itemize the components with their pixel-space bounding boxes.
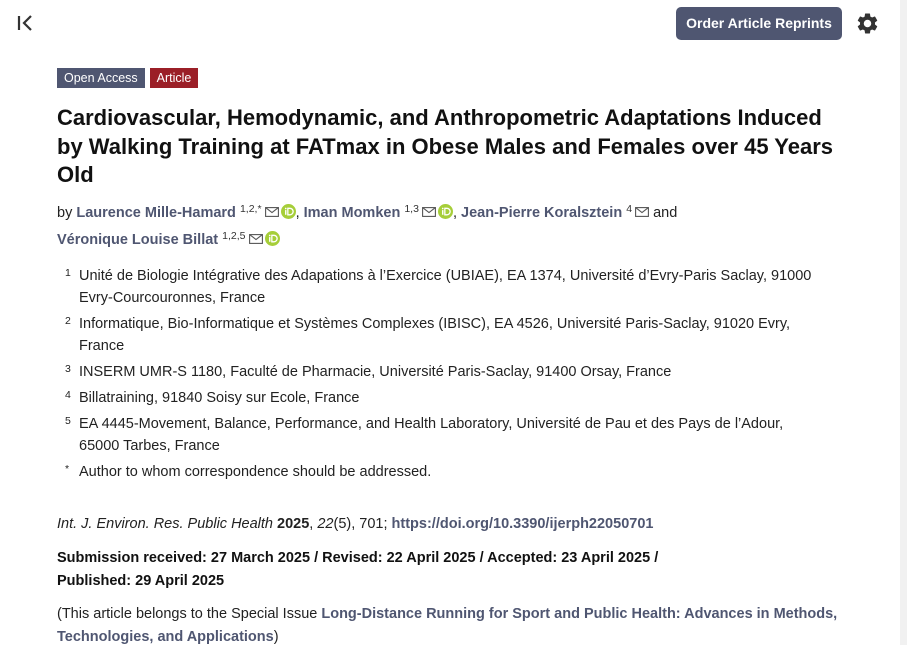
author-affiliation-ref: 1,2,5: [222, 230, 246, 242]
orcid-icon[interactable]: [265, 231, 280, 246]
scrollbar[interactable]: [900, 0, 907, 645]
affiliation-text: Informatique, Bio-Informatique et Systèmes Complexes (IBISC), EA 4526, Université Paris-Saclay, 91020 Evry, France: [79, 316, 791, 354]
open-access-badge[interactable]: Open Access: [57, 68, 145, 88]
gear-icon[interactable]: [855, 11, 880, 36]
affiliation-number: 4: [65, 389, 71, 401]
order-reprints-button[interactable]: Order Article Reprints: [676, 7, 842, 40]
affiliation-item: [57, 265, 817, 309]
citation-year: 2025: [277, 516, 310, 532]
author-affiliation-ref: 1,3: [404, 203, 419, 215]
article-badges: [57, 68, 198, 88]
article-type-badge: Article: [150, 68, 199, 88]
affiliation-list: [57, 265, 817, 487]
author-affiliation-ref: 1,2,*: [239, 203, 262, 215]
orcid-icon[interactable]: [438, 204, 453, 219]
affiliation-number: 1: [65, 267, 71, 279]
article-title: Cardiovascular, Hemodynamic, and Anthropometric Adaptations Induced by Walking Training at FATmax in Obese Males and Females over 45 Years Old: [57, 105, 834, 187]
special-issue-note: [57, 603, 847, 649]
email-icon[interactable]: [265, 207, 279, 217]
affiliation-item: [57, 313, 817, 357]
orcid-icon[interactable]: [281, 204, 296, 219]
affiliation-number: 5: [65, 415, 71, 427]
author-link[interactable]: Laurence Mille-Hamard: [76, 205, 236, 221]
affiliation-text: Author to whom correspondence should be addressed.: [79, 464, 432, 480]
special-issue-link[interactable]: Long-Distance Running for Sport and Public Health: Advances in Methods, Technologies, and Applications: [57, 606, 838, 645]
collapse-left-icon[interactable]: [16, 12, 36, 34]
citation-issue-pages: (5), 701;: [333, 516, 388, 532]
and-label: and: [653, 205, 678, 221]
by-label: by: [57, 205, 73, 221]
author-link[interactable]: Iman Momken: [303, 205, 401, 221]
email-icon[interactable]: [249, 234, 263, 244]
affiliation-text: Billatraining, 91840 Soisy sur Ecole, France: [79, 390, 360, 406]
citation-volume: 22: [317, 516, 334, 532]
affiliation-text: INSERM UMR-S 1180, Faculté de Pharmacie, Université Paris-Saclay, 91400 Orsay, France: [79, 364, 672, 380]
affiliation-item: [57, 413, 817, 457]
email-icon[interactable]: [422, 207, 436, 217]
author-link[interactable]: Véronique Louise Billat: [57, 232, 219, 248]
special-issue-suffix: ): [273, 629, 279, 645]
affiliation-item: [57, 387, 817, 409]
affiliation-item: [57, 461, 817, 483]
affiliation-item: [57, 361, 817, 383]
published-date: Published: 29 April 2025: [57, 573, 225, 589]
citation: Int. J. Environ. Res. Public Health 2025, 22(5), 701; https://doi.org/10.3390/ijerph22050701: [57, 516, 654, 532]
affiliation-number: *: [65, 463, 70, 475]
author-link[interactable]: Jean-Pierre Koralsztein: [461, 205, 623, 221]
publication-dates: [57, 547, 757, 593]
affiliation-number: 3: [65, 363, 71, 375]
special-issue-prefix: (This article belongs to the Special Issue: [57, 606, 322, 622]
dates-line: Submission received: 27 March 2025 / Revised: 22 April 2025 / Accepted: 23 April 2025 /: [57, 550, 659, 566]
affiliation-text: EA 4445-Movement, Balance, Performance, and Health Laboratory, Université de Pau et des Pays de l’Adour, 65000 Tarbes, France: [79, 416, 784, 454]
doi-link[interactable]: https://doi.org/10.3390/ijerph22050701: [391, 516, 654, 532]
email-icon[interactable]: [635, 207, 649, 217]
affiliation-text: Unité de Biologie Intégrative des Adapations à l’Exercice (UBIAE), EA 1374, Université d’Evry-Paris Saclay, 91000 Evry-Courcouronnes, France: [79, 268, 812, 306]
author-affiliation-ref: 4: [626, 203, 633, 215]
affiliation-number: 2: [65, 315, 71, 327]
journal-name: Int. J. Environ. Res. Public Health: [57, 516, 273, 532]
author-list: by Laurence Mille-Hamard $^{1,2,*}$ , Iman Momken $^{1,3}$ , Jean-Pierre Koralsztein $^4$ and Véronique Louise Billat $^{1,2,5}$: [57, 203, 678, 248]
